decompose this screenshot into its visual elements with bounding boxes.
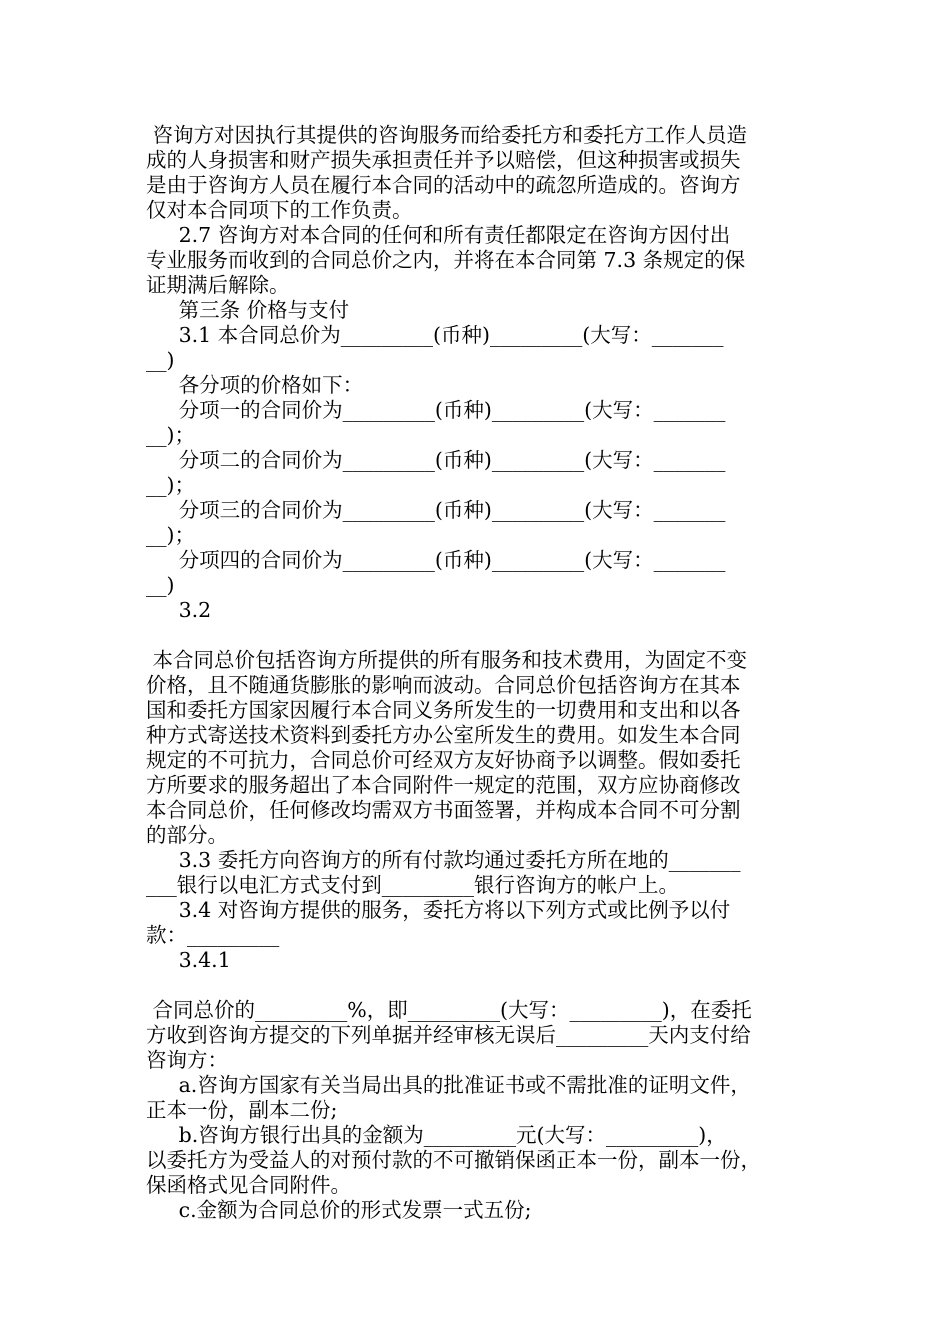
text-line: 3.3 委托方向咨询方的所有付款均通过委托方所在地的_______ [146,848,741,872]
text-line: 保函格式见合同附件。 [146,1173,351,1197]
clause-number: 3.2 [146,598,212,622]
text-line: 分项四的合同价为_________(币种)_________(大写：_______ [146,548,726,572]
text-line: 方收到咨询方提交的下列单据并经审核无误后_________天内支付给 [146,1023,751,1047]
text-line: 3.1 本合同总价为_________(币种)_________(大写：_______ [146,323,724,347]
text-line: 咨询方： [146,1048,228,1072]
text-line: 种方式寄送技术资料到委托方办公室所发生的费用。如发生本合同 [146,723,741,747]
clause-number: 3.4.1 [146,948,231,972]
text-line: 各分项的价格如下： [146,373,364,397]
text-line: 是由于咨询方人员在履行本合同的活动中的疏忽所造成的。咨询方 [146,173,741,197]
text-line: 价格，且不随通货膨胀的影响而波动。合同总价包括咨询方在其本 [146,673,741,697]
text-line: 规定的不可抗力，合同总价可经双方友好协商予以调整。假如委托 [146,748,741,772]
text-line: b.咨询方银行出具的金额为_________元(大写：_________)， [146,1123,727,1147]
text-line: __)； [146,473,195,497]
text-line: 分项三的合同价为_________(币种)_________(大写：_______ [146,498,726,522]
text-line: __)； [146,523,195,547]
text-line: 证期满后解除。 [146,273,290,297]
text-line: 方所要求的服务超出了本合同附件一规定的范围，双方应协商修改 [146,773,741,797]
text-line: 分项二的合同价为_________(币种)_________(大写：_______ [146,448,726,472]
text-line: 3.4 对咨询方提供的服务，委托方将以下列方式或比例予以付 [146,898,731,922]
text-line: 仅对本合同项下的工作负责。 [146,198,413,222]
text-line: 款：_________ [146,923,280,947]
text-line: 分项一的合同价为_________(币种)_________(大写：_______ [146,398,726,422]
text-line: 正本一份，副本二份; [146,1098,338,1122]
text-line: 咨询方对因执行其提供的咨询服务而给委托方和委托方工作人员造 [146,123,748,147]
text-line: 本合同总价包括咨询方所提供的所有服务和技术费用，为固定不变 [146,648,748,672]
text-line: 2.7 咨询方对本合同的任何和所有责任都限定在咨询方因付出 [146,223,731,247]
text-line: 成的人身损害和财产损失承担责任并予以赔偿，但这种损害或损失 [146,148,741,172]
section-heading: 第三条 价格与支付 [146,298,350,322]
text-line: 专业服务而收到的合同总价之内，并将在本合同第 7.3 条规定的保 [146,248,746,272]
text-line: ___银行以电汇方式支付到_________银行咨询方的帐户上。 [146,873,679,897]
text-line: __) [146,573,175,597]
text-line: 以委托方为受益人的对预付款的不可撤销保函正本一份，副本一份， [146,1148,761,1172]
text-line: 国和委托方国家因履行本合同义务所发生的一切费用和支出和以各 [146,698,741,722]
text-line: 本合同总价，任何修改均需双方书面签署，并构成本合同不可分割 [146,798,741,822]
text-line: 的部分。 [146,823,228,847]
text-line: a.咨询方国家有关当局出具的批准证书或不需批准的证明文件， [146,1073,751,1097]
text-line: __) [146,348,175,372]
text-line: 合同总价的_________%，即_________(大写：_________)，在委托 [146,998,752,1022]
text-line: __)； [146,423,195,447]
text-line: c.金额为合同总价的形式发票一式五份; [146,1198,532,1222]
